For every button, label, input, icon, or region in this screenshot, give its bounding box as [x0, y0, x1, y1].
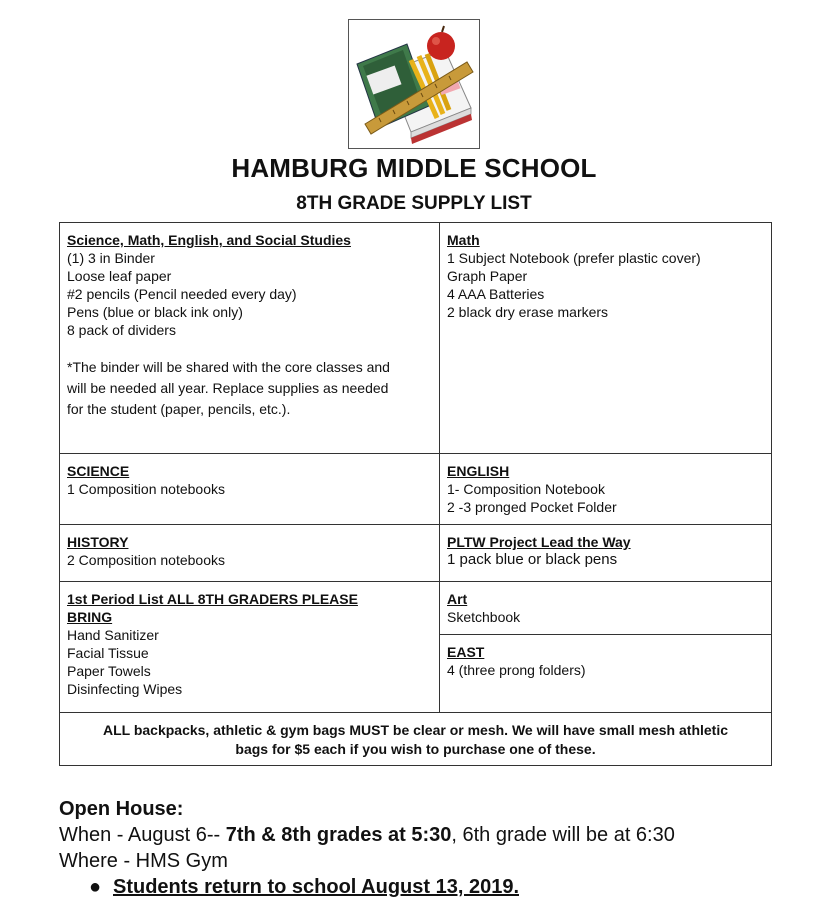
table-row — [60, 525, 772, 582]
list-item: Graph Paper — [447, 268, 528, 284]
table-row — [60, 713, 772, 766]
section-heading: SCIENCE — [67, 463, 130, 479]
return-date-bullet — [59, 874, 819, 900]
list-item: (1) 3 in Binder — [67, 250, 155, 266]
bag-policy-line: ALL backpacks, athletic & gym bags MUST be clear or mesh. We will have small mesh athletic — [102, 722, 729, 738]
list-item: Pens (blue or black ink only) — [67, 304, 243, 320]
list-item: #2 pencils (Pencil needed every day) — [67, 286, 297, 302]
binder-note-line: *The binder will be shared with the core classes and — [67, 359, 390, 375]
list-item: 1- Composition Notebook — [447, 481, 605, 497]
list-item: Hand Sanitizer — [67, 627, 159, 643]
return-date-text: Students return to school August 13, 2019. — [113, 876, 519, 898]
list-item: Loose leaf paper — [67, 268, 172, 284]
open-house-title: Open House: — [59, 798, 184, 820]
list-item: Facial Tissue — [67, 645, 149, 661]
page-title: HAMBURG MIDDLE SCHOOL — [231, 153, 597, 183]
english-cell — [440, 454, 772, 525]
pltw-cell — [440, 525, 772, 582]
science-cell — [60, 454, 440, 525]
section-heading: ENGLISH — [447, 463, 510, 479]
section-heading: PLTW Project Lead the Way — [447, 534, 631, 550]
when-highlight: 7th & 8th grades at 5:30 — [225, 824, 452, 846]
binder-note-line: will be needed all year. Replace supplies as needed — [67, 380, 389, 396]
when-suffix: , 6th grade will be at 6:30 — [451, 824, 675, 846]
section-heading: Science, Math, English, and Social Studies — [67, 232, 351, 248]
section-heading: 1st Period List ALL 8TH GRADERS PLEASE — [67, 591, 358, 607]
table-row — [60, 223, 772, 454]
open-house-section — [59, 796, 819, 900]
table-row — [60, 454, 772, 525]
when-prefix: When - August 6-- — [59, 824, 226, 846]
section-heading: Art — [447, 591, 468, 607]
section-heading: EAST — [447, 644, 485, 660]
list-item: Disinfecting Wipes — [67, 681, 183, 697]
open-house-where: Where - HMS Gym — [59, 850, 228, 872]
list-item: 4 AAA Batteries — [447, 286, 545, 302]
history-cell — [60, 525, 440, 582]
page-subtitle: 8TH GRADE SUPPLY LIST — [296, 193, 532, 214]
list-item: 1 pack blue or black pens — [447, 551, 618, 568]
bag-policy-cell — [60, 713, 772, 766]
list-item: 2 Composition notebooks — [67, 552, 225, 568]
list-item: 4 (three prong folders) — [447, 662, 586, 678]
section-heading: HISTORY — [67, 534, 129, 550]
list-item: 2 -3 pronged Pocket Folder — [447, 499, 617, 515]
school-supplies-logo — [348, 19, 480, 149]
list-item: 8 pack of dividers — [67, 322, 176, 338]
core-subjects-cell — [60, 223, 440, 454]
first-period-cell — [60, 582, 440, 713]
list-item: 2 black dry erase markers — [447, 304, 609, 320]
school-supplies-illustration — [349, 20, 479, 148]
art-east-cell — [440, 582, 772, 713]
binder-note-line: for the student (paper, pencils, etc.). — [67, 401, 291, 417]
list-item: Sketchbook — [447, 609, 521, 625]
bullet-icon: ● — [89, 876, 102, 898]
supply-table — [59, 222, 772, 766]
table-row — [60, 582, 772, 713]
list-item: 1 Composition notebooks — [67, 481, 225, 497]
east-section — [440, 635, 771, 685]
art-section — [440, 582, 771, 635]
section-heading-continued: BRING — [67, 609, 113, 625]
open-house-when — [59, 822, 819, 848]
bag-policy-line: bags for $5 each if you wish to purchase one of these. — [235, 741, 596, 757]
list-item: Paper Towels — [67, 663, 151, 679]
math-cell — [440, 223, 772, 454]
section-heading: Math — [447, 232, 480, 248]
list-item: 1 Subject Notebook (prefer plastic cover) — [447, 250, 701, 266]
